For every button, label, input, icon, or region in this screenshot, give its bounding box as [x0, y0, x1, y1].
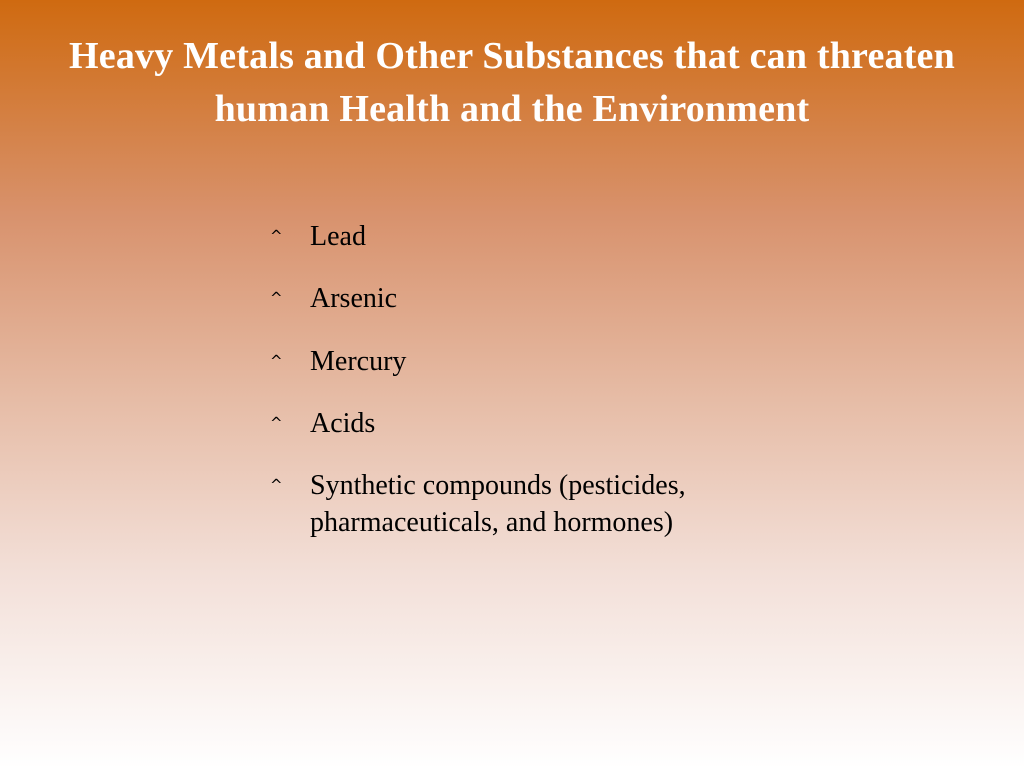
bullet-text: Acids [310, 408, 376, 439]
caret-up-icon: ^ [270, 289, 283, 307]
bullet-item-synthetic-compounds [270, 467, 830, 541]
bullet-text: Arsenic [310, 283, 398, 314]
slide-title-line-1: Heavy Metals and Other Substances that can threaten [69, 35, 955, 77]
caret-up-icon: ^ [270, 227, 283, 245]
bullet-list [270, 218, 830, 541]
slide-title-line-2: human Health and the Environment [214, 88, 810, 130]
bullet-item-lead [270, 218, 830, 255]
caret-up-icon: ^ [270, 352, 283, 370]
bullet-item-mercury [270, 343, 830, 380]
caret-up-icon: ^ [270, 476, 283, 494]
bullet-text: Lead [310, 221, 366, 252]
caret-up-icon: ^ [270, 414, 283, 432]
bullet-text: Mercury [310, 346, 407, 377]
slide-title [0, 30, 1024, 136]
bullet-text: Synthetic compounds (pesticides, pharmaceuticals, and hormones) [310, 470, 686, 538]
bullet-item-arsenic [270, 280, 830, 317]
bullet-item-acids [270, 405, 830, 442]
